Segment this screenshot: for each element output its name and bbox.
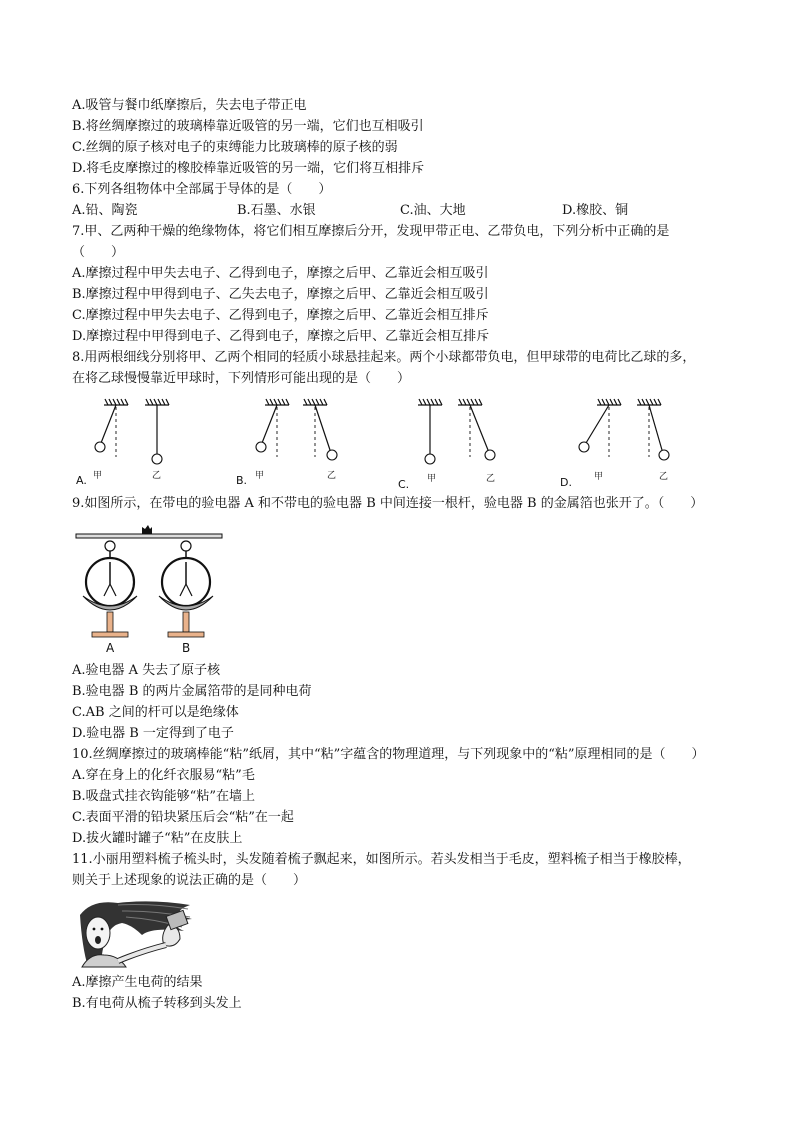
q8-b-jia: 甲: [255, 471, 265, 481]
q10-stem: 10.丝绸摩擦过的玻璃棒能“粘”纸屑，其中“粘”字蕴含的物理道理，与下列现象中的“粘”原理相同的是（ ）: [72, 747, 705, 762]
q11-stem-line1: 11.小丽用塑料梳子梳头时，头发随着梳子飘起来，如图所示。若头发相当于毛皮，塑料梳子相当于橡胶棒，: [72, 852, 691, 867]
electroscope-a-label: A: [106, 641, 115, 655]
q11-girl-comb-image: [72, 895, 196, 969]
q8-pendulum-figure: [0, 395, 794, 505]
q5-option-d: D.将毛皮摩擦过的橡胶棒靠近吸管的另一端，它们将互相排斥: [72, 161, 425, 176]
q6-option-a: A.铅、陶瓷: [72, 203, 138, 218]
q6-stem: 6.下列各组物体中全部属于导体的是（ ）: [72, 182, 332, 197]
q6-option-c: C.油、大地: [400, 203, 466, 218]
electroscope-b: [159, 541, 213, 655]
q8-d-yi: 乙: [659, 472, 669, 482]
q8-figure-c: [398, 399, 495, 491]
q7-option-c: C.摩擦过程中甲失去电子、乙得到电子，摩擦之后甲、乙靠近会相互排斥: [72, 308, 489, 323]
q8-stem-line2: 在将乙球慢慢靠近甲球时，下列情形可能出现的是（ ）: [72, 371, 411, 386]
q9-stem: 9.如图所示，在带电的验电器 A 和不带电的验电器 B 中间连接一根杆，验电器 B 的金属箔也张开了。（ ）: [72, 496, 704, 511]
q8-c-jia: 甲: [427, 474, 437, 484]
q7-option-b: B.摩擦过程中甲得到电子、乙失去电子，摩擦之后甲、乙靠近会相互吸引: [72, 287, 489, 302]
q6-option-b: B.石墨、水银: [237, 203, 316, 218]
electroscope-b-label: B: [182, 641, 191, 655]
q11-option-a: A.摩擦产生电荷的结果: [72, 975, 203, 990]
q8-b-yi: 乙: [327, 471, 337, 481]
q6-option-d: D.橡胶、铜: [562, 203, 629, 218]
q9-electroscope-figure: [72, 520, 232, 660]
q9-option-c: C.AB 之间的杆可以是绝缘体: [72, 705, 239, 720]
q5-option-b: B.将丝绸摩擦过的玻璃棒靠近吸管的另一端，它们也互相吸引: [72, 119, 424, 134]
q11-option-b: B.有电荷从梳子转移到头发上: [72, 996, 242, 1011]
q5-option-c: C.丝绸的原子核对电子的束缚能力比玻璃棒的原子核的弱: [72, 140, 398, 155]
q9-option-d: D.验电器 B 一定得到了电子: [72, 726, 234, 741]
q10-option-c: C.表面平滑的铅块紧压后会“粘”在一起: [72, 810, 294, 825]
q8-a-jia: 甲: [93, 471, 103, 481]
q8-a-label: A.: [76, 474, 87, 487]
q8-figure-b: [236, 399, 337, 487]
q5-option-a: A.吸管与餐巾纸摩擦后，失去电子带正电: [72, 98, 307, 113]
q9-option-b: B.验电器 B 的两片金属箔带的是同种电荷: [72, 684, 312, 699]
q10-option-a: A.穿在身上的化纤衣服易“粘”毛: [72, 768, 255, 783]
q8-d-jia: 甲: [594, 472, 604, 482]
q10-option-b: B.吸盘式挂衣钩能够“粘”在墙上: [72, 789, 255, 804]
q8-b-label: B.: [236, 474, 248, 487]
q8-d-label: D.: [560, 476, 572, 489]
q10-option-d: D.拔火罐时罐子“粘”在皮肤上: [72, 831, 243, 846]
q7-option-a: A.摩擦过程中甲失去电子、乙得到电子，摩擦之后甲、乙靠近会相互吸引: [72, 266, 489, 281]
q8-figure-d: [560, 399, 669, 489]
q7-option-d: D.摩擦过程中甲得到电子、乙得到电子，摩擦之后甲、乙靠近会相互排斥: [72, 329, 490, 344]
q11-stem-line2: 则关于上述现象的说法正确的是（ ）: [72, 873, 307, 888]
q7-stem-line2: （ ）: [72, 245, 125, 260]
electroscope-a: [83, 541, 137, 655]
q7-stem-line1: 7.甲、乙两种干燥的绝缘物体，将它们相互摩擦后分开，发现甲带正电、乙带负电，下列分析中正确的是: [72, 224, 670, 239]
q8-stem-line1: 8.用两根细线分别将甲、乙两个相同的轻质小球悬挂起来。两个小球都带负电，但甲球带的电荷比乙球的多，: [72, 350, 696, 365]
q8-figure-a: [76, 399, 169, 487]
q8-a-yi: 乙: [152, 471, 162, 481]
q8-c-label: C.: [398, 478, 410, 491]
q8-c-yi: 乙: [486, 474, 496, 484]
q9-option-a: A.验电器 A 失去了原子核: [72, 663, 221, 678]
